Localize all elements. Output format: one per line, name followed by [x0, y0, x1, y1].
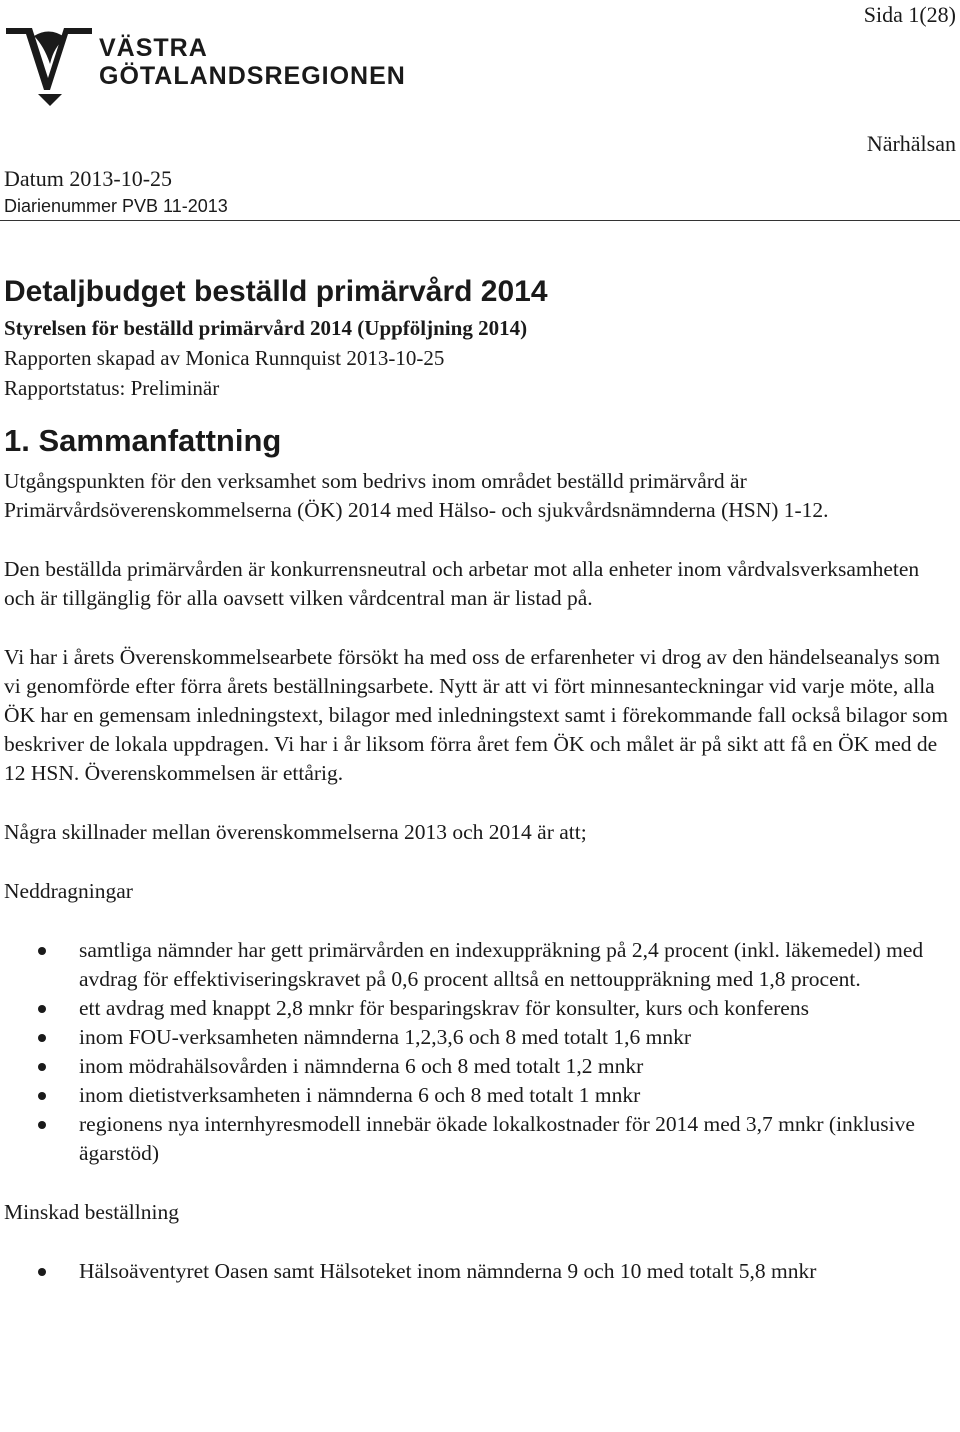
bullet-icon: [38, 947, 46, 955]
list-item: Hälsoäventyret Oasen samt Hälsoteket inom nämnderna 9 och 10 med totalt 5,8 mnkr: [4, 1257, 954, 1286]
bullet-icon: [38, 1121, 46, 1129]
document-body: [4, 272, 954, 1286]
subheading-neddragningar: Neddragningar: [4, 879, 133, 903]
list-item: inom dietistverksamheten i nämnderna 6 och 8 med totalt 1 mnkr: [4, 1081, 954, 1110]
document-title: Detaljbudget beställd primärvård 2014: [4, 275, 548, 308]
list-item: ett avdrag med knappt 2,8 mnkr för besparingskrav för konsulter, kurs och konferens: [4, 994, 954, 1023]
list-item: inom mödrahälsovården i nämnderna 6 och 8 med totalt 1,2 mnkr: [4, 1052, 954, 1081]
report-status: Rapportstatus: Preliminär: [4, 376, 220, 400]
bullet-icon: [38, 1034, 46, 1042]
paragraph: Vi har i årets Överenskommelsearbete försökt ha med oss de erfarenheter vi drog av den händelseanalys som vi genomförde efter förra årets beställningsarbete. Nytt är att vi fört minnesanteckningar vid varje möte, alla ÖK har en gemensam inledningstext, bilagor med inledningstext samt i förekommande fall också bilagor som beskriver de lokala uppdragen. Vi har i år liksom förra året fem ÖK och målet är på sikt att få en ÖK med de 12 HSN. Överenskommelsen är ettårig.: [4, 645, 948, 785]
diary-number: Diarienummer PVB 11-2013: [4, 196, 228, 216]
bullet-list-neddragningar: [4, 936, 954, 1168]
document-date: Datum 2013-10-25: [4, 166, 173, 191]
bullet-icon: [38, 1063, 46, 1071]
paragraph: Den beställda primärvården är konkurrensneutral och arbetar mot alla enheter inom vårdvalsverksamheten och är tillgänglig för alla oavsett vilken vårdcentral man är listad på.: [4, 557, 920, 610]
bullet-list-minskad: [4, 1257, 954, 1286]
paragraph: Utgångspunkten för den verksamhet som bedrivs inom området beställd primärvård är Primärvårdsöverenskommelserna (ÖK) 2014 med Hälso- och sjukvårdsnämnderna (HSN) 1-12.: [4, 469, 829, 522]
organization-logo: [4, 24, 406, 108]
vgr-logo-icon: [4, 24, 96, 108]
bullet-icon: [38, 1268, 46, 1276]
paragraph: Några skillnader mellan överenskommelserna 2013 och 2014 är att;: [4, 820, 587, 844]
bullet-icon: [38, 1005, 46, 1013]
bullet-icon: [38, 1092, 46, 1100]
unit-name: Närhälsan: [866, 131, 956, 156]
list-item: samtliga nämnder har gett primärvården en indexuppräkning på 2,4 procent (inkl. läkemedel) med avdrag för effektiviseringskravet på 0,6 procent alltså en nettouppräkning med 1,8 procent.: [4, 936, 954, 994]
list-item: regionens nya internhyresmodell innebär ökade lokalkostnader för 2014 med 3,7 mnkr (inklusive ägarstöd): [4, 1110, 954, 1168]
document-subtitle: Styrelsen för beställd primärvård 2014 (Uppföljning 2014): [4, 316, 528, 340]
header-divider: [0, 220, 960, 221]
subheading-minskad-bestallning: Minskad beställning: [4, 1200, 179, 1224]
section-heading-summary: 1. Sammanfattning: [4, 423, 282, 458]
logo-text-line2: GÖTALANDSREGIONEN: [99, 62, 406, 90]
report-created: Rapporten skapad av Monica Runnquist 2013-10-25: [4, 346, 445, 370]
list-item: inom FOU-verksamheten nämnderna 1,2,3,6 och 8 med totalt 1,6 mnkr: [4, 1023, 954, 1052]
page-number: Sida 1(28): [863, 2, 956, 27]
logo-text-line1: VÄSTRA: [99, 34, 208, 62]
